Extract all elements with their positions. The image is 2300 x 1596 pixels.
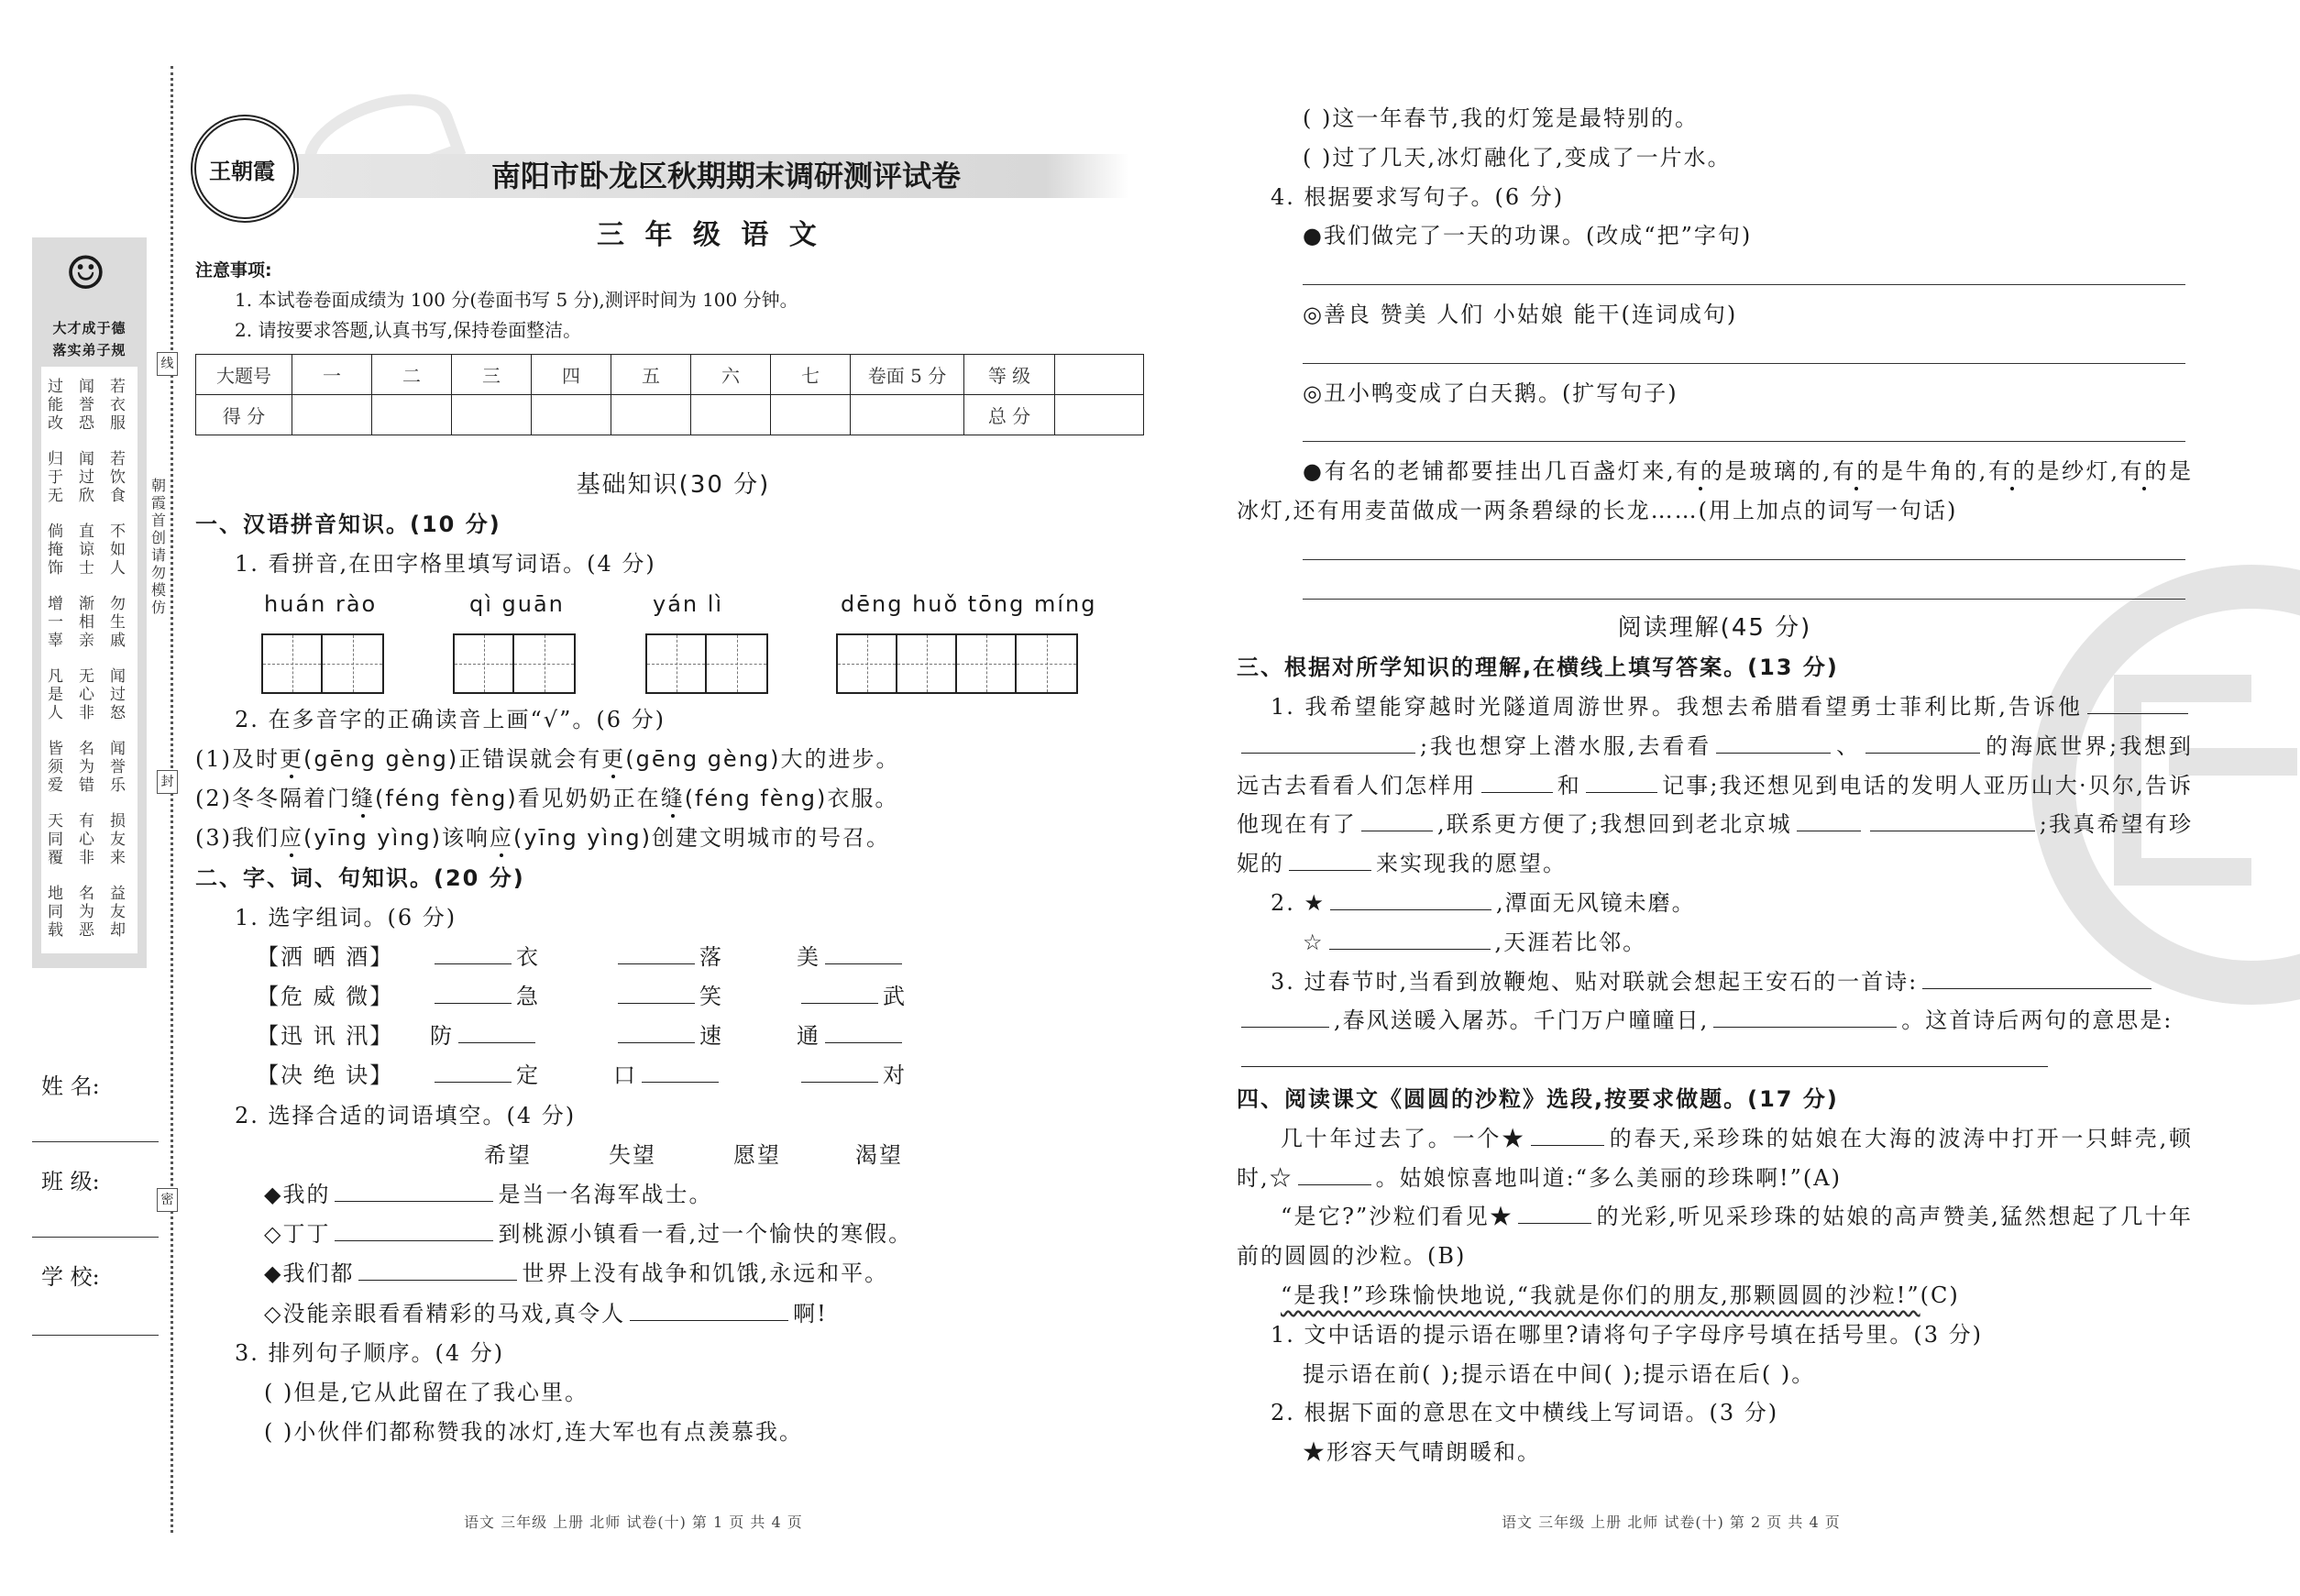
answer-blank[interactable]: [618, 1022, 695, 1043]
score-cell[interactable]: [372, 395, 452, 435]
school-field[interactable]: [32, 1335, 159, 1336]
table-header-cell: 三: [452, 355, 532, 395]
score-cell[interactable]: [691, 395, 771, 435]
table-header-cell: 四: [532, 355, 611, 395]
question-2-2: 2. 选择合适的词语填空。(4 分): [235, 1102, 577, 1128]
answer-blank[interactable]: [1241, 1007, 1329, 1028]
answer-blank[interactable]: [618, 943, 695, 964]
answer-blank[interactable]: [335, 1220, 493, 1241]
answer-blank[interactable]: [358, 1260, 517, 1281]
word-blank-item: 急: [430, 977, 540, 1017]
table-header-cell: 大题号: [196, 355, 292, 395]
answer-blank[interactable]: [1330, 889, 1491, 910]
word-blank-item: 防: [430, 1017, 540, 1056]
char-group-label: 【迅 讯 汛】: [257, 1023, 394, 1050]
answer-blank[interactable]: [801, 1062, 878, 1083]
copyright-notice: 朝霞首创 请勿模仿: [151, 477, 167, 616]
word-blank-item: 定: [430, 1056, 540, 1095]
char-group-row: [195, 1017, 1151, 1056]
table-header-cell: 五: [611, 355, 691, 395]
answer-blank[interactable]: [642, 1062, 719, 1083]
verse-row: 能誉衣: [48, 396, 141, 414]
verse-row: 载恶却: [48, 921, 141, 940]
verse-row: 人非怒: [48, 704, 141, 722]
rewrite-item-1: ●我们做完了一天的功课。(改成“把”字句): [1303, 223, 1753, 249]
word-option: 希望: [484, 1141, 532, 1168]
table-header-cell: 二: [372, 355, 452, 395]
polyphone-item-3: (3)我们应(yīng yìng)该响应(yīng yìng)创建文明城市的号召。: [195, 825, 890, 852]
slogan-1: 大才成于德: [52, 320, 127, 336]
order-item-1: ( )但是,它从此留在了我心里。: [264, 1379, 589, 1405]
pinyin-1: huán rào: [264, 590, 378, 617]
question-4-2-item: ★形容天气晴朗暖和。: [1303, 1439, 1541, 1466]
word-option: 愿望: [733, 1141, 781, 1168]
char-group-label: 【决 绝 诀】: [257, 1062, 394, 1089]
answer-blank[interactable]: [1241, 1046, 2048, 1067]
score-cell[interactable]: [452, 395, 532, 435]
notice-item-1: 1. 本试卷卷面成绩为 100 分(卷面书写 5 分),测评时间为 100 分钟。: [235, 289, 798, 311]
rewrite-item-2: ◎善良 赞美 人们 小姑娘 能干(连词成句): [1303, 301, 1738, 327]
answer-blank[interactable]: [630, 1300, 788, 1321]
verse-row: 天有损: [48, 812, 141, 831]
order-item-4: ( )过了几天,冰灯融化了,变成了一片水。: [1303, 144, 1732, 171]
verse-group: [48, 667, 141, 722]
slogan-2: 落实弟子规: [52, 342, 127, 358]
notice-item-2: 2. 请按要求答题,认真书写,保持卷面整洁。: [235, 319, 582, 341]
word-blank-item: 衣: [430, 938, 540, 977]
word-option: 失望: [609, 1141, 656, 1168]
rewrite-item-3: ◎丑小鸭变成了白天鹅。(扩写句子): [1303, 380, 1678, 406]
answer-blank[interactable]: [801, 983, 878, 1004]
grade-cell[interactable]: [1055, 355, 1144, 395]
passage-paragraph-c: “是我!”珍珠愉快地说,“我就是你们的朋友,那颗圆圆的沙粒!”(C): [1281, 1282, 1960, 1308]
total-cell[interactable]: [1055, 395, 1144, 435]
answer-line[interactable]: [1303, 559, 2185, 560]
score-table: [195, 354, 1144, 435]
answer-blank[interactable]: [435, 943, 512, 964]
answer-blank[interactable]: [1716, 732, 1831, 754]
word-options-row: [195, 1136, 1151, 1175]
word-blank-item: 落: [613, 938, 723, 977]
page-footer-1: 语文 三年级 上册 北师 试卷(十) 第 1 页 共 4 页: [464, 1513, 803, 1531]
exam-subtitle: 三 年 级 语 文: [597, 219, 822, 251]
table-header-cell: 七: [771, 355, 851, 395]
answer-blank[interactable]: [435, 1062, 512, 1083]
verse-row: 地名益: [48, 885, 141, 903]
verse-row: 归闻若: [48, 450, 141, 468]
right-page-body: [1237, 99, 2193, 1472]
word-option: 渴望: [855, 1141, 903, 1168]
verse-row: 于过饮: [48, 468, 141, 487]
verse-row: 爱错乐: [48, 776, 141, 795]
answer-blank[interactable]: [825, 943, 902, 964]
answer-line[interactable]: [1303, 599, 2185, 600]
answer-line[interactable]: [1303, 284, 2185, 285]
fill-item-4: ◇没能亲眼看看精彩的马戏,真令人 啊!: [264, 1300, 828, 1326]
passage-paragraph-b: “是它?”沙粒们看见★ 的光彩,听见采珍珠的姑娘的高声赞美,猛然想起了几十年前的圆圆的沙粒。(B): [1237, 1204, 2193, 1270]
tianzige-grid-3[interactable]: [645, 633, 768, 694]
verse-row: 增渐勿: [48, 595, 141, 613]
verse-group: [48, 595, 141, 650]
total-label: 总 分: [964, 395, 1055, 435]
section-1-title: 一、汉语拼音知识。(10 分): [195, 512, 501, 538]
verse-row: 须为誉: [48, 758, 141, 776]
answer-blank[interactable]: [1870, 810, 2035, 831]
pinyin-3: yán lì: [653, 590, 724, 617]
verse-row: 倘直不: [48, 523, 141, 541]
question-3-1: 1. 我希望能穿越时光隧道周游世界。我想去希腊看望勇士菲利比斯,告诉他;我也想穿上潜水服,去看看 、 的海底世界;我想到远古去看看人们怎样用 和 记事;我还想见到电话的发明人亚历山大·贝尔,告诉他现在有了 ,联系更方便了;我想回到老北京城 ;我真希望有珍妮的 来实现我的愿望。: [1237, 693, 2194, 877]
polyphone-item-1: (1)及时更(gēng gèng)正错误就会有更(gēng gèng)大的进步。: [195, 745, 900, 772]
answer-blank[interactable]: [1531, 1125, 1604, 1146]
answer-blank[interactable]: [2087, 693, 2188, 714]
verse-group: [48, 740, 141, 795]
char-group-row: [195, 938, 1151, 977]
answer-blank[interactable]: [435, 983, 512, 1004]
word-blank-item: 美: [797, 938, 907, 977]
brand-logo: 王朝霞: [191, 115, 299, 223]
tianzige-row: [195, 624, 1151, 700]
question-4-1: 1. 文中话语的提示语在哪里?请将句子字母序号填在括号里。(3 分): [1271, 1321, 1984, 1348]
verse-row: 一相生: [48, 613, 141, 632]
question-3-2b: ☆ ,天涯若比邻。: [1303, 929, 1647, 955]
score-cell[interactable]: [292, 395, 372, 435]
answer-blank[interactable]: [1518, 1203, 1591, 1224]
answer-blank[interactable]: [1865, 732, 1980, 754]
class-field[interactable]: [32, 1237, 159, 1238]
question-2-3: 3. 排列句子顺序。(4 分): [235, 1339, 505, 1366]
question-2-1: 1. 选字组词。(6 分): [235, 904, 457, 930]
word-blank-item: 通: [797, 1017, 907, 1056]
answer-blank[interactable]: [1329, 929, 1491, 950]
question-2-4: 4. 根据要求写句子。(6 分): [1271, 183, 1565, 210]
answer-blank[interactable]: [335, 1181, 493, 1202]
question-1-2: 2. 在多音字的正确读音上画“√”。(6 分): [235, 706, 666, 732]
name-label: 姓 名:: [41, 1073, 100, 1099]
word-blank-item: 口: [613, 1056, 723, 1095]
section-3-title: 三、根据对所学知识的理解,在横线上填写答案。(13 分): [1237, 655, 1839, 681]
verse-row: 同心友: [48, 831, 141, 849]
verse-row: 掩谅如: [48, 541, 141, 559]
section-2-title: 二、字、词、句知识。(20 分): [195, 864, 525, 891]
order-item-3: ( )这一年春节,我的灯笼是最特别的。: [1303, 105, 1699, 131]
verse-group: [48, 812, 141, 867]
verse-row: 同为友: [48, 903, 141, 921]
table-row: [196, 395, 1144, 435]
binding-dotted-line: [171, 66, 173, 1533]
verse-row: 皆名闻: [48, 740, 141, 758]
name-field[interactable]: [32, 1141, 159, 1142]
question-4-1-answer: 提示语在前( );提示语在中间( );提示语在后( )。: [1303, 1360, 1816, 1387]
order-item-2: ( )小伙伴们都称赞我的冰灯,连大军也有点羡慕我。: [264, 1419, 803, 1446]
answer-blank[interactable]: [1298, 1164, 1371, 1185]
question-3-3: 3. 过春节时,当看到放鞭炮、贴对联就会想起王安石的一首诗:,春风送暖入屠苏。千门万户曈曈日, 。这首诗后两句的意思是:: [1237, 963, 2193, 1080]
tianzige-grid-4[interactable]: [836, 633, 1078, 694]
binding-mark-line: 线: [157, 352, 178, 376]
exam-title: 南阳市卧龙区秋期期末调研测评试卷: [491, 159, 962, 193]
school-label: 学 校:: [41, 1264, 100, 1290]
verse-row: 辜亲戚: [48, 632, 141, 650]
rewrite-item-4: ●有名的老铺都要挂出几百盏灯来,有的是玻璃的,有的是牛角的,有的是纱灯,有的是冰灯,还有用麦苗做成一两条碧绿的长龙……(用上加点的词写一句话): [1237, 458, 2194, 523]
answer-line[interactable]: [1303, 363, 2185, 364]
word-blank-item: 对: [797, 1056, 907, 1095]
answer-blank[interactable]: [1481, 772, 1553, 793]
char-group-label: 【危 威 微】: [257, 984, 394, 1010]
verse-row: 饰士人: [48, 559, 141, 578]
answer-blank[interactable]: [1586, 772, 1657, 793]
student-cartoon-icon: ☺: [65, 247, 106, 300]
fill-item-1: ◆我的 是当一名海军战士。: [264, 1182, 713, 1207]
pinyin-4: dēng huǒ tōng míng: [841, 590, 1097, 617]
page-footer-2: 语文 三年级 上册 北师 试卷(十) 第 2 页 共 4 页: [1502, 1513, 1841, 1531]
score-cell[interactable]: [771, 395, 851, 435]
verse-row: 过闻若: [48, 378, 141, 396]
question-1-1: 1. 看拼音,在田字格里填写词语。(4 分): [235, 551, 656, 578]
tianzige-grid-1[interactable]: [261, 633, 384, 694]
answer-line[interactable]: [1303, 441, 2185, 442]
verse-row: 改恐服: [48, 414, 141, 433]
answer-blank[interactable]: [618, 983, 695, 1004]
score-cell[interactable]: [532, 395, 611, 435]
table-header-cell: 一: [292, 355, 372, 395]
word-blank-item: 速: [613, 1017, 723, 1056]
answer-blank[interactable]: [1713, 1007, 1897, 1028]
binding-mark-secret: 密: [157, 1188, 178, 1212]
pinyin-2: qì guān: [469, 590, 565, 617]
verse-group: [48, 885, 141, 940]
fill-item-2: ◇丁丁 到桃源小镇看一看,过一个愉快的寒假。: [264, 1221, 913, 1248]
table-row: [196, 355, 1144, 395]
pinyin-row: [195, 585, 1151, 624]
verse-row: 无欣食: [48, 487, 141, 505]
answer-blank[interactable]: [1241, 732, 1415, 754]
answer-blank[interactable]: [458, 1022, 535, 1043]
char-group-label: 【洒 晒 酒】: [257, 943, 394, 970]
fill-item-3: ◆我们都 世界上没有战争和饥饿,永远和平。: [264, 1260, 889, 1287]
section-reading-heading: 阅读理解(45 分): [1617, 614, 1812, 643]
left-page-body: [195, 466, 1151, 1452]
char-group-row: [195, 1056, 1151, 1095]
answer-blank[interactable]: [1361, 810, 1433, 831]
answer-blank[interactable]: [1922, 968, 2151, 989]
score-cell[interactable]: [851, 395, 964, 435]
score-row-label: 得 分: [196, 395, 292, 435]
answer-blank[interactable]: [825, 1022, 902, 1043]
char-group-row: [195, 977, 1151, 1017]
binding-mark-seal: 封: [157, 770, 178, 794]
verse-row: 覆非来: [48, 849, 141, 867]
question-3-2a: 2. ★ ,潭面无风镜未磨。: [1271, 889, 1696, 916]
answer-blank[interactable]: [1797, 810, 1861, 831]
table-header-cell: 等 级: [964, 355, 1055, 395]
verse-row: 凡无闻: [48, 667, 141, 686]
answer-blank[interactable]: [1289, 850, 1371, 871]
score-cell[interactable]: [611, 395, 691, 435]
section-4-title: 四、阅读课文《圆圆的沙粒》选段,按要求做题。(17 分): [1237, 1085, 1839, 1112]
verse-group: [48, 523, 141, 578]
table-header-cell: 卷面 5 分: [851, 355, 964, 395]
verse-row: 是心过: [48, 686, 141, 704]
polyphone-item-2: (2)冬冬隔着门缝(féng fèng)看见奶奶正在缝(féng fèng)衣服。: [195, 786, 899, 812]
notice-title: 注意事项:: [195, 260, 272, 281]
table-header-cell: 六: [691, 355, 771, 395]
tianzige-grid-2[interactable]: [453, 633, 576, 694]
passage-paragraph-a: 几十年过去了。一个★ 的春天,采珍珠的姑娘在大海的波涛中打开一只蚌壳,顿时,☆ 。姑娘惊喜地叫道:“多么美丽的珍珠啊!”(A): [1237, 1125, 2194, 1191]
section-basic-heading: 基础知识(30 分): [576, 471, 771, 499]
question-4-2: 2. 根据下面的意思在文中横线上写词语。(3 分): [1271, 1400, 1779, 1426]
verse-group: [48, 378, 141, 433]
class-label: 班 级:: [41, 1169, 100, 1194]
word-blank-item: 笑: [613, 977, 723, 1017]
verse-group: [48, 450, 141, 505]
word-blank-item: 武: [797, 977, 907, 1017]
